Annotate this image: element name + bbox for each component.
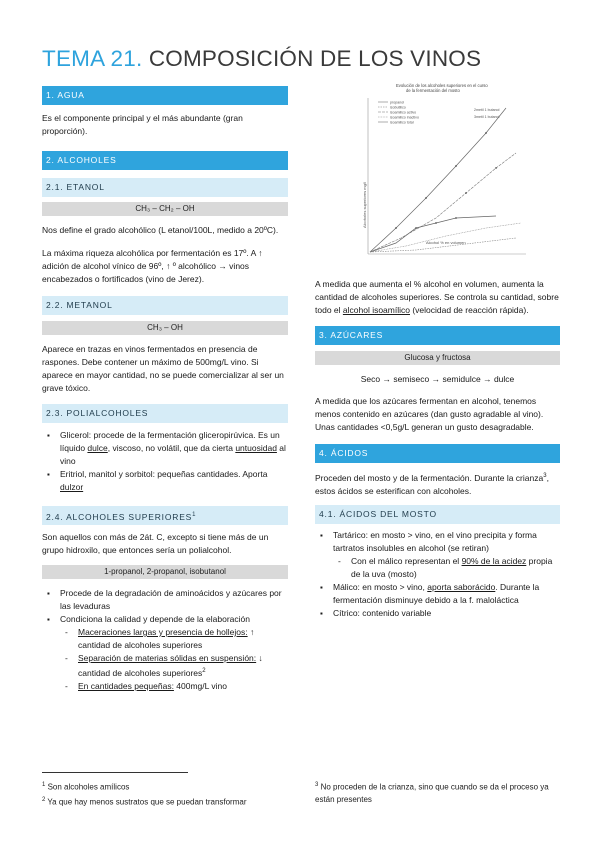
svg-text:isoamilico activo: isoamilico activo — [390, 110, 417, 115]
section-heading-acidos: 4. ÁCIDOS — [315, 444, 560, 463]
underlined-term: Separación de materias sólidas en suspensión: — [78, 653, 257, 663]
page-title — [42, 46, 481, 72]
glicerol-text-3: al vino — [60, 443, 286, 466]
footnote-ref: 1 — [192, 512, 197, 518]
series-line-isobutilico — [370, 216, 496, 252]
malico-text-2: . Durante la fermentación disminuye debido a la f. maloláctica — [333, 581, 540, 605]
alcoholes-superiores-chart — [356, 78, 528, 264]
series-line-isoamilico-activo — [370, 153, 516, 252]
text-part: Proceden del mosto y de la fermentación. Durante la crianza — [315, 472, 544, 483]
list-item — [60, 429, 288, 468]
section-heading-agua: 1. AGUA — [42, 86, 288, 105]
svg-text:isoamilico inactivo: isoamilico inactivo — [390, 115, 419, 120]
underlined-term: En cantidades pequeñas: — [78, 680, 174, 691]
footnote-number: 1 — [42, 782, 46, 788]
condiciona-text: Condiciona la calidad y depende de la elaboración — [60, 614, 250, 624]
underlined-term: aporta saborácido — [427, 581, 496, 592]
subsection-heading-polialcoholes: 2.3. POLIALCOHOLES — [42, 404, 288, 423]
svg-text:propanol: propanol — [390, 100, 404, 105]
list-item — [60, 468, 288, 494]
svg-text:isobutilico: isobutilico — [390, 105, 406, 110]
left-column — [42, 86, 288, 693]
azucares-formula: Glucosa y fructosa — [315, 351, 560, 365]
subsection-heading-acidos-mosto: 4.1. ÁCIDOS DEL MOSTO — [315, 505, 560, 524]
y-axis-label: Alcoholes superiores mg/l — [362, 182, 367, 228]
alcoholes-superiores-text: Son aquellos con más de 2át. C, excepto si tiene más de un grupo hidroxilo, que entonces sería un polialcohol. — [42, 532, 269, 555]
acidos-text — [315, 470, 560, 498]
footnotes-right — [315, 779, 560, 806]
chart-title: Evolución de los alcoholes superiores en el curso — [396, 83, 488, 88]
subsection-heading-etanol: 2.1. ETANOL — [42, 178, 288, 197]
acidos-mosto-list — [315, 529, 560, 620]
etanol-text-1: Nos define el grado alcohólico (L etanol/100L, medido a 20ºC). — [42, 225, 279, 235]
sub-list — [60, 626, 288, 693]
title-text: COMPOSICIÓN DE LOS VINOS — [148, 46, 482, 71]
list-item — [60, 613, 288, 693]
metanol-text: Aparece en trazas en vinos fermentados en presencia de raspones. Debe contener un máximo de 500mg/L vino. Si aparece en mayor cantidad, no se puede comercializar al ser un grave tóxico. — [42, 344, 284, 393]
chart-title-2: de la fermentación del mosto — [406, 88, 460, 93]
sub-list-item — [78, 652, 288, 680]
svg-text:isoamilico total: isoamilico total — [390, 120, 414, 125]
underlined-term: dulce — [87, 443, 108, 453]
azucares-text: A medida que los azúcares fermentan en alcohol, tenemos menos contenido en azúcares (dan gusto agradable al vino). Unas cantidades <0,5g/L generan un gusto desagradable. — [315, 396, 544, 432]
chart-points — [395, 132, 497, 229]
right-column — [315, 278, 560, 620]
text-part: , estos ácidos se esterifican con alcoholes. — [315, 472, 549, 496]
footnote-2 — [42, 794, 292, 809]
heading-text: 2.4. ALCOHOLES SUPERIORES — [46, 511, 193, 522]
item-text: 400mg/L vino — [173, 680, 228, 691]
x-axis-label: Alcohol % en volumen — [426, 240, 466, 245]
alcoholes-superiores-list — [42, 587, 288, 693]
etanol-formula: CH₃ – CH₂ – OH — [42, 202, 288, 216]
footnote-text: No proceden de la crianza, sino que cuando se da el proceso ya están presentes — [315, 782, 549, 804]
chart-label-3metil: 3metil 1 butanol — [474, 115, 500, 119]
chart-legend — [378, 101, 419, 125]
etanol-text-2: La máxima riqueza alcohólica por fermentación es 17º. A ↑ adición de alcohol vínico de 96º, ↑ º alcohólico → vinos encabezados o fortificados (vino de Jerez). — [42, 248, 263, 284]
azucares-scale: Seco → semiseco → semidulce → dulce — [360, 374, 515, 384]
section-heading-alcoholes: 2. ALCOHOLES — [42, 151, 288, 170]
underlined-term: dulzor — [60, 482, 84, 492]
footnote-divider — [42, 772, 188, 773]
footnote-text: Ya que hay menos sustratos que se puedan transformar — [45, 797, 247, 807]
sub-list-item — [351, 555, 560, 581]
footnote-text: Son alcoholes amílicos — [45, 782, 130, 792]
underlined-term: 90% de la acidez — [461, 555, 527, 566]
item-text: ↓ cantidad de alcoholes superiores — [78, 653, 263, 678]
list-item: ▪ Procede de la degradación de aminoácidos y azúcares por las levaduras — [60, 587, 288, 613]
agua-text: Es el componente principal y el más abundante (gran proporción). — [42, 113, 243, 136]
glicerol-text: Glicerol: procede de la fermentación gliceropirúvica. Es un líquido — [60, 430, 280, 453]
metanol-formula: CH₃ – OH — [42, 321, 288, 335]
footnote-3 — [315, 779, 560, 806]
eritriol-text: Eritriol, manitol y sorbitol: pequeñas cantidades. Aporta — [60, 469, 268, 479]
item-text: propia de la uva (mosto) — [351, 555, 553, 579]
malico-text: Málico: en mosto > vino, — [333, 581, 428, 592]
footnote-1 — [42, 779, 292, 794]
list-item: ▪ Cítrico: contenido variable — [333, 607, 560, 620]
footnote-ref: 3 — [543, 473, 547, 479]
underlined-term: untuosidad — [235, 443, 277, 453]
sub-list — [333, 555, 560, 581]
alcoholes-superiores-formula: 1-propanol, 2-propanol, isobutanol — [42, 565, 288, 579]
footnotes-left — [42, 779, 292, 808]
isoamilico-text — [315, 278, 560, 317]
polialcoholes-list — [42, 429, 288, 494]
title-number: TEMA 21. — [42, 46, 143, 71]
section-heading-azucares: 3. AZÚCARES — [315, 326, 560, 345]
series-line-propanol — [370, 223, 521, 252]
glicerol-text-2: , viscoso, no volátil, que da cierta — [107, 443, 236, 453]
underlined-term: alcohol isoamílico — [342, 305, 410, 315]
footnote-number: 2 — [42, 796, 46, 803]
list-item — [333, 529, 560, 581]
subsection-heading-alcoholes-superiores — [42, 506, 288, 525]
sub-list-item — [78, 626, 288, 652]
sub-list-item — [78, 680, 288, 693]
tartarico-text: Tartárico: en mosto > vino, en el vino precipita y forma tartratos insolubles en alcohol (se retiran) — [333, 529, 537, 553]
text-part: (velocidad de reacción rápida). — [409, 305, 529, 315]
footnote-number: 3 — [315, 782, 319, 788]
chart-label-2metil: 2metil 1 butanol — [474, 108, 500, 112]
list-item — [333, 581, 560, 607]
footnote-ref: 2 — [202, 668, 206, 674]
subsection-heading-metanol: 2.2. METANOL — [42, 296, 288, 315]
item-text: ↑ cantidad de alcoholes superiores — [78, 627, 255, 650]
underlined-term: Maceraciones largas y presencia de hollejos: — [78, 627, 248, 637]
text-part: A medida que aumenta el % alcohol en volumen, aumenta la cantidad de alcoholes superiores. Se controla su cantidad, sobre todo el — [315, 279, 559, 315]
item-text: Con el málico representan el — [351, 555, 462, 566]
